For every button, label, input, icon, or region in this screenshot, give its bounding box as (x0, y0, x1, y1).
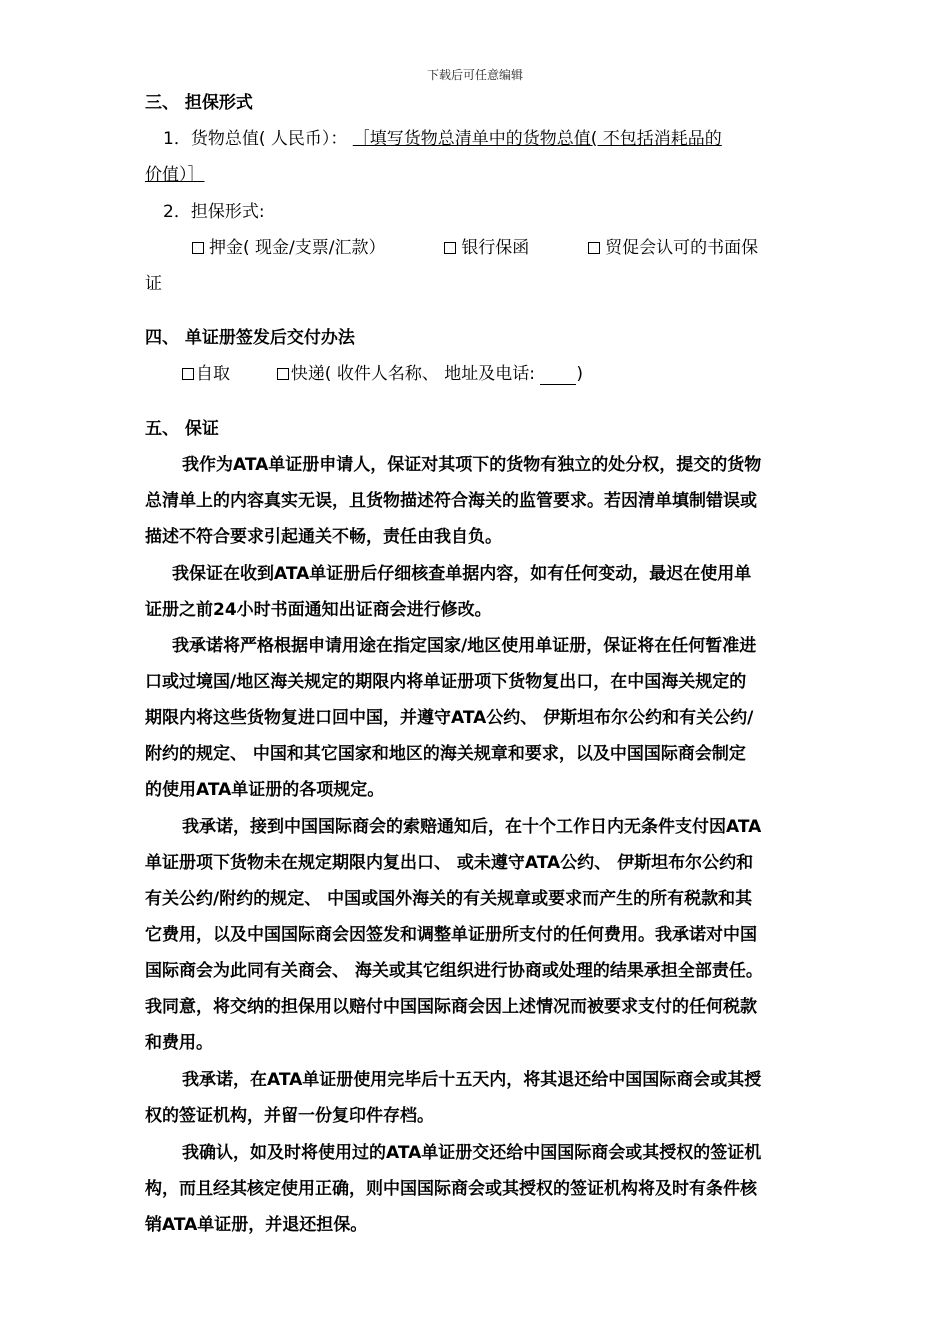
paragraph-line: 我承诺，在ATA单证册使用完毕后十五天内，将其退还给中国国际商会或其授 (182, 1070, 762, 1090)
paragraph-line: 和费用。 (145, 1033, 213, 1053)
goods-value-label: 1．货物总值( 人民币）： (163, 129, 348, 149)
checkbox-deposit[interactable] (192, 242, 204, 254)
paragraph-line: 附约的规定、 中国和其它国家和地区的海关规章和要求，以及中国国际商会制定 (145, 744, 746, 764)
goods-value-field[interactable]: ［填写货物总清单中的货物总值( 不包括消耗品的 (352, 129, 722, 149)
paragraph-line: 描述不符合要求引起通关不畅，责任由我自负。 (145, 527, 502, 547)
paragraph-line: 权的签证机构，并留一份复印件存档。 (145, 1106, 434, 1126)
section3-heading: 三、 担保形式 (145, 93, 253, 113)
section4-heading: 四、 单证册签发后交付办法 (145, 328, 355, 348)
section5-heading: 五、 保证 (145, 419, 219, 439)
paragraph-line: 证册之前24小时书面通知出证商会进行修改。 (145, 600, 492, 620)
option-written-guarantee[interactable]: 贸促会认可的书面保 (588, 238, 758, 258)
option-wrap-text: 证 (145, 274, 162, 294)
contact-info-blank[interactable] (540, 368, 576, 385)
paragraph-line: 我同意，将交纳的担保用以赔付中国国际商会因上述情况而被要求支付的任何税款 (145, 997, 757, 1017)
option-deposit[interactable]: 押金( 现金/支票/汇款） (192, 238, 386, 258)
checkbox-self-pickup[interactable] (182, 368, 194, 380)
checkbox-written-guarantee[interactable] (588, 242, 600, 254)
paragraph-line: 我确认，如及时将使用过的ATA单证册交还给中国国际商会或其授权的签证机 (182, 1143, 762, 1163)
paragraph-line: 期限内将这些货物复进口回中国，并遵守ATA公约、 伊斯坦布尔公约和有关公约/ (145, 708, 754, 728)
delivery-options: 自取 快递( 收件人名称、 地址及电话: ) (182, 363, 583, 385)
paragraph-line: 的使用ATA单证册的各项规定。 (145, 780, 385, 800)
paragraph-line: 我承诺将严格根据申请用途在指定国家/地区使用单证册，保证将在任何暂准进 (172, 636, 757, 656)
paragraph-line: 我保证在收到ATA单证册后仔细核查单据内容，如有任何变动，最迟在使用单 (172, 564, 752, 584)
paragraph-line: 总清单上的内容真实无误，且货物描述符合海关的监管要求。若因清单填制错误或 (145, 491, 757, 511)
option-self-pickup[interactable]: 自取 (182, 364, 230, 384)
paragraph-line: 口或过境国/地区海关规定的期限内将单证册项下货物复出口，在中国海关规定的 (145, 672, 747, 692)
checkbox-express[interactable] (277, 368, 289, 380)
option-bank-guarantee[interactable]: 银行保函 (444, 238, 529, 258)
goods-value-field-cont[interactable]: 价值）］ (145, 165, 205, 185)
paragraph-line: 我作为ATA单证册申请人，保证对其项下的货物有独立的处分权，提交的货物 (182, 455, 762, 475)
checkbox-bank-guarantee[interactable] (444, 242, 456, 254)
guarantee-options (192, 237, 758, 259)
option-express[interactable]: 快递( 收件人名称、 地址及电话: (277, 364, 535, 384)
goods-value-line (163, 128, 722, 150)
header-note: 下载后可任意编辑 (426, 68, 523, 82)
paragraph-line: 它费用，以及中国国际商会因签发和调整单证册所支付的任何费用。我承诺对中国 (145, 925, 757, 945)
guarantee-type-label: 2．担保形式: (163, 202, 265, 222)
paragraph-line: 构，而且经其核定使用正确，则中国国际商会或其授权的签证机构将及时有条件核 (145, 1179, 757, 1199)
paragraph-line: 销ATA单证册，并退还担保。 (145, 1215, 368, 1235)
paragraph-line: 单证册项下货物未在规定期限内复出口、 或未遵守ATA公约、 伊斯坦布尔公约和 (145, 853, 754, 873)
paragraph-line: 有关公约/附约的规定、 中国或国外海关的有关规章或要求而产生的所有税款和其 (145, 889, 753, 909)
paragraph-line: 我承诺，接到中国国际商会的索赔通知后，在十个工作日内无条件支付因ATA (182, 817, 762, 837)
paragraph-line: 国际商会为此同有关商会、 海关或其它组织进行协商或处理的结果承担全部责任。 (145, 961, 763, 981)
